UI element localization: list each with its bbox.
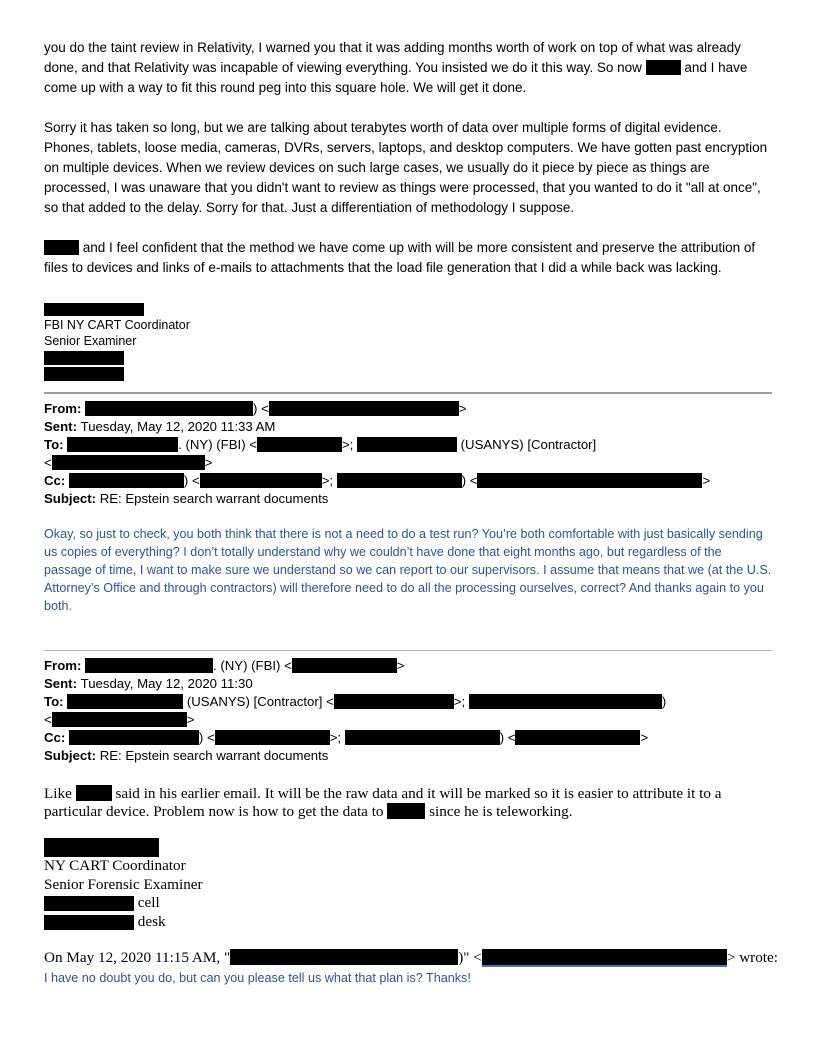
redaction-bar <box>482 949 727 965</box>
text-line: cell <box>44 894 772 913</box>
para-serif <box>44 785 772 821</box>
paragraph-text: Like said in his earlier email. It will be the raw data and it will be marked so it is easier to attribute it to a particular device. Problem now is how to get the data to since he is teleworking. <box>44 785 722 820</box>
field-label: To: <box>44 694 68 709</box>
redaction-bar <box>44 838 159 857</box>
redaction-bar <box>357 437 457 452</box>
redaction-bar <box>345 730 500 745</box>
quote-line <box>44 949 778 967</box>
redaction-bar <box>44 303 144 316</box>
para-blue <box>44 525 772 615</box>
text-line: FBI NY CART Coordinator <box>44 318 190 332</box>
redaction-bar <box>52 712 187 727</box>
text-line: Sent: Tuesday, May 12, 2020 11:30 <box>44 676 253 691</box>
text-line <box>44 301 772 317</box>
text-line: Subject: RE: Epstein search warrant documents <box>44 491 329 506</box>
redaction-bar <box>85 401 253 416</box>
redaction-bar <box>477 473 702 488</box>
redaction-bar <box>52 455 205 470</box>
text-line: desk <box>44 913 772 932</box>
paragraph-text: Sorry it has taken so long, but we are talking about terabytes worth of data over multiple forms of digital evidence. Phones, tablets, loose media, cameras, DVRs, servers, laptops, and desktop computers. We have gotten past encryption on multiple devices. When we review devices on such large cases, we usually do it piece by piece as things are processed, I was unaware that you didn't want to review as things were processed, that you wanted to do it "all at once", so that added to the delay. Sorry for that. Just a differentiation of methodology I suppose. <box>44 120 768 215</box>
text-line: From: . (NY) (FBI) < > <box>44 658 405 673</box>
text-line: Sent: Tuesday, May 12, 2020 11:33 AM <box>44 419 276 434</box>
para-3 <box>44 238 772 278</box>
para-1 <box>44 38 772 98</box>
field-label: From: <box>44 401 86 416</box>
signature-1 <box>44 301 772 381</box>
para-2 <box>44 118 772 218</box>
header-1 <box>44 400 772 508</box>
text-line: Cc: ) < >; ) < > <box>44 730 649 745</box>
text-line: NY CART Coordinator <box>44 857 186 875</box>
redaction-bar <box>44 351 124 365</box>
redaction-bar <box>67 437 178 452</box>
redaction-bar <box>337 473 462 488</box>
text-line: Subject: RE: Epstein search warrant documents <box>44 748 329 763</box>
redaction-bar <box>69 730 199 745</box>
redaction-bar <box>44 367 124 381</box>
text-line: To: . (NY) (FBI) < >; (USANYS) [Contractor] <box>44 437 597 452</box>
redaction-bar <box>515 730 640 745</box>
field-label: Subject: <box>44 748 100 763</box>
text-line <box>44 838 772 857</box>
redaction-bar <box>257 437 342 452</box>
paragraph-text: you do the taint review in Relativity, I warned you that it was adding months worth of work on top of what was already done, and that Relativity was incapable of viewing everything. You insisted we do it this way. So now and I have come up with a way to fit this round peg into this square hole. We will get it done. <box>44 40 748 95</box>
text-line <box>44 365 772 381</box>
text-line: To: (USANYS) [Contractor] < >; ) <box>44 694 667 709</box>
redaction-bar <box>469 694 662 709</box>
redaction-bar <box>44 915 134 930</box>
field-label: Sent: <box>44 676 81 691</box>
redaction-bar <box>85 658 213 673</box>
paragraph-text: and I feel confident that the method we have come up with will be more consistent and preserve the attribution of files to devices and links of e-mails to attachments that the load file generation that I did a while back was lacking. <box>44 240 756 275</box>
paragraph-text: Okay, so just to check, you both think that there is not a need to do a test run? You’re both comfortable with just basically sending us copies of everything? I don’t totally understand why we couldn’t have done that eight months ago, but regardless of the passage of time, I want to make sure we understand so we can report to our supervisors. I assume that means that we (at the U.S. Attorney’s Office and through contractors) will therefore need to do all the processing ourselves, correct? And thanks again to you both. <box>44 527 772 613</box>
redaction-bar <box>387 803 425 819</box>
text-line <box>44 349 772 365</box>
redaction-bar <box>230 949 458 965</box>
redaction-bar <box>76 785 112 801</box>
field-label: Sent: <box>44 419 81 434</box>
text-line: < > <box>44 455 213 470</box>
redaction-bar <box>269 401 459 416</box>
field-label: To: <box>44 437 68 452</box>
redaction-bar <box>67 694 183 709</box>
signature-2 <box>44 838 772 931</box>
redaction-bar <box>44 896 134 911</box>
text-line: I have no doubt you do, but can you please tell us what that plan is? Thanks! <box>44 971 471 986</box>
redaction-bar <box>334 694 454 709</box>
redaction-bar <box>44 240 79 255</box>
text-line: < > <box>44 712 195 727</box>
rule-1 <box>44 392 772 394</box>
text-line: Cc: ) < >; ) < > <box>44 473 711 488</box>
redaction-bar <box>200 473 322 488</box>
field-label: From: <box>44 658 86 673</box>
redaction-bar <box>215 730 330 745</box>
redaction-bar <box>646 60 681 75</box>
field-label: Cc: <box>44 473 69 488</box>
header-2 <box>44 657 772 765</box>
text-line: On May 12, 2020 11:15 AM, " )" < > wrote: <box>44 949 778 967</box>
rule-2 <box>44 650 772 651</box>
redaction-bar <box>69 473 184 488</box>
text-line: Senior Examiner <box>44 334 137 348</box>
text-line: Senior Forensic Examiner <box>44 875 203 893</box>
field-label: Cc: <box>44 730 69 745</box>
redaction-bar <box>292 658 397 673</box>
text-line: From: ) < > <box>44 401 467 416</box>
para-blue-2 <box>44 969 772 987</box>
field-label: Subject: <box>44 491 100 506</box>
